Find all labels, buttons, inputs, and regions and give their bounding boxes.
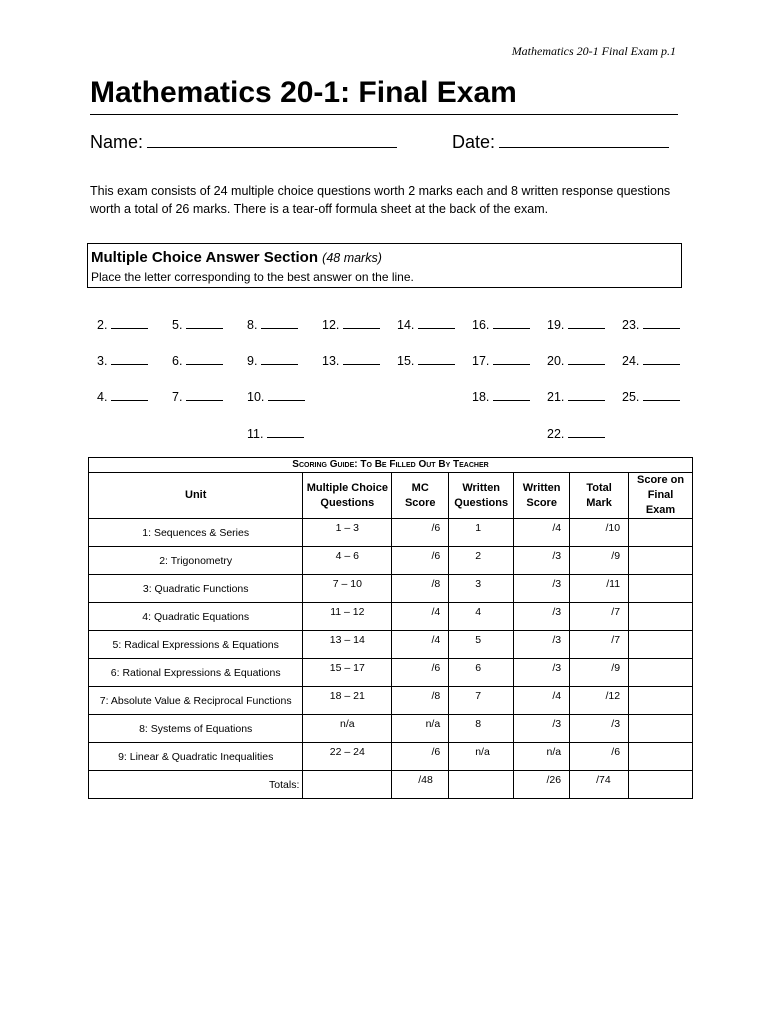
table-row xyxy=(89,547,693,575)
row-written-questions: n/a xyxy=(449,743,514,771)
answer-line[interactable] xyxy=(343,352,380,365)
answer-slot[interactable] xyxy=(622,316,680,332)
mc-section-box xyxy=(87,243,682,288)
row-unit: 4: Quadratic Equations xyxy=(89,603,303,631)
answer-slot[interactable] xyxy=(397,352,455,368)
answer-line[interactable] xyxy=(493,388,530,401)
name-field xyxy=(90,131,397,153)
row-total-mark: /11 xyxy=(570,575,629,603)
answer-number: 8. xyxy=(247,318,258,332)
mc-section-marks: (48 marks) xyxy=(322,251,382,265)
answer-number: 22. xyxy=(547,427,565,441)
answer-line[interactable] xyxy=(111,388,148,401)
row-final-score[interactable] xyxy=(629,547,693,575)
totals-final-score[interactable] xyxy=(629,771,693,799)
row-written-questions: 5 xyxy=(449,631,514,659)
row-written-score: /3 xyxy=(514,547,570,575)
answer-number: 21. xyxy=(547,390,565,404)
mc-section-title: Multiple Choice Answer Section xyxy=(91,249,318,266)
answer-number: 12. xyxy=(322,318,340,332)
answer-number: 6. xyxy=(172,354,183,368)
row-unit: 5: Radical Expressions & Equations xyxy=(89,631,303,659)
answer-slot[interactable] xyxy=(97,388,148,404)
row-mc-questions: 1 – 3 xyxy=(303,519,392,547)
row-written-questions: 4 xyxy=(449,603,514,631)
table-row xyxy=(89,603,693,631)
row-mc-questions: 13 – 14 xyxy=(303,631,392,659)
answer-number: 3. xyxy=(97,354,108,368)
row-written-score: n/a xyxy=(514,743,570,771)
answer-number: 10. xyxy=(247,390,265,404)
row-mc-score: /6 xyxy=(392,519,449,547)
answer-slot[interactable] xyxy=(622,352,680,368)
page-header: Mathematics 20-1 Final Exam p.1 xyxy=(511,44,676,58)
row-mc-score: /6 xyxy=(392,743,449,771)
table-header-row xyxy=(89,473,693,519)
answer-slot[interactable] xyxy=(247,388,305,404)
row-unit: 3: Quadratic Functions xyxy=(89,575,303,603)
answer-slot[interactable] xyxy=(472,352,530,368)
answer-line[interactable] xyxy=(418,352,455,365)
answer-line[interactable] xyxy=(186,352,223,365)
row-final-score[interactable] xyxy=(629,575,693,603)
name-label: Name: xyxy=(90,132,144,152)
row-written-score: /3 xyxy=(514,715,570,743)
header-written-score: Written Score xyxy=(514,473,570,519)
scoring-guide-table xyxy=(88,457,693,799)
row-mc-questions: 18 – 21 xyxy=(303,687,392,715)
row-mc-questions: 11 – 12 xyxy=(303,603,392,631)
answer-line[interactable] xyxy=(493,352,530,365)
row-final-score[interactable] xyxy=(629,519,693,547)
date-blank[interactable] xyxy=(499,131,669,148)
row-mc-questions: 4 – 6 xyxy=(303,547,392,575)
answer-number: 19. xyxy=(547,318,565,332)
row-written-score: /4 xyxy=(514,687,570,715)
answer-line[interactable] xyxy=(418,316,455,329)
table-row xyxy=(89,631,693,659)
row-written-questions: 3 xyxy=(449,575,514,603)
header-written-questions: Written Questions xyxy=(449,473,514,519)
answer-line[interactable] xyxy=(568,316,605,329)
row-final-score[interactable] xyxy=(629,743,693,771)
row-mc-questions: 7 – 10 xyxy=(303,575,392,603)
row-mc-score: n/a xyxy=(392,715,449,743)
answer-line[interactable] xyxy=(186,316,223,329)
answer-number: 9. xyxy=(247,354,258,368)
answer-line[interactable] xyxy=(261,352,298,365)
row-final-score[interactable] xyxy=(629,603,693,631)
answer-number: 16. xyxy=(472,318,490,332)
answer-slot[interactable] xyxy=(172,316,223,332)
table-row xyxy=(89,519,693,547)
answer-line[interactable] xyxy=(261,316,298,329)
totals-written-questions xyxy=(449,771,514,799)
exam-intro: This exam consists of 24 multiple choice questions worth 2 marks each and 8 written response questions worth a total of 26 marks. There is a tear-off formula sheet at the back of the exam. xyxy=(90,184,671,216)
row-final-score[interactable] xyxy=(629,687,693,715)
row-written-score: /3 xyxy=(514,659,570,687)
answer-slot[interactable] xyxy=(172,388,223,404)
totals-row xyxy=(89,771,693,799)
answer-number: 11. xyxy=(247,427,264,441)
row-unit: 7: Absolute Value & Reciprocal Functions xyxy=(89,687,303,715)
page-title: Mathematics 20-1: Final Exam xyxy=(90,74,678,115)
row-mc-score: /4 xyxy=(392,603,449,631)
answer-line[interactable] xyxy=(568,425,605,438)
header-total-mark: Total Mark xyxy=(570,473,629,519)
row-unit: 1: Sequences & Series xyxy=(89,519,303,547)
row-mc-score: /8 xyxy=(392,575,449,603)
row-mc-score: /8 xyxy=(392,687,449,715)
answer-slot[interactable] xyxy=(547,425,605,441)
answer-slot[interactable] xyxy=(247,352,298,368)
totals-mc-score: /48 xyxy=(392,771,449,799)
answer-number: 5. xyxy=(172,318,183,332)
row-total-mark: /9 xyxy=(570,659,629,687)
date-label: Date: xyxy=(452,132,496,152)
answer-number: 2. xyxy=(97,318,108,332)
table-row xyxy=(89,715,693,743)
answer-number: 7. xyxy=(172,390,183,404)
answer-line[interactable] xyxy=(643,352,680,365)
row-mc-score: /4 xyxy=(392,631,449,659)
row-written-questions: 8 xyxy=(449,715,514,743)
row-unit: 9: Linear & Quadratic Inequalities xyxy=(89,743,303,771)
table-row xyxy=(89,575,693,603)
scoring-caption: Scoring Guide: To Be Filled Out By Teacher xyxy=(89,458,693,473)
header-mc-questions: Multiple Choice Questions xyxy=(303,473,392,519)
answer-number: 14. xyxy=(397,318,415,332)
row-total-mark: /12 xyxy=(570,687,629,715)
answer-number: 18. xyxy=(472,390,490,404)
answer-line[interactable] xyxy=(268,388,305,401)
row-written-score: /3 xyxy=(514,575,570,603)
row-written-questions: 6 xyxy=(449,659,514,687)
answer-line[interactable] xyxy=(493,316,530,329)
answer-line[interactable] xyxy=(186,388,223,401)
answer-line[interactable] xyxy=(643,388,680,401)
answer-number: 17. xyxy=(472,354,490,368)
answer-line[interactable] xyxy=(568,388,605,401)
answer-slot[interactable] xyxy=(247,316,298,332)
scoring-caption-row xyxy=(89,458,693,473)
answer-number: 20. xyxy=(547,354,565,368)
answer-slot[interactable] xyxy=(322,316,380,332)
row-mc-questions: n/a xyxy=(303,715,392,743)
row-final-score[interactable] xyxy=(629,659,693,687)
totals-label: Totals: xyxy=(89,771,303,799)
header-final-score: Score on Final Exam xyxy=(629,473,693,519)
answer-slot[interactable] xyxy=(97,316,148,332)
row-written-questions: 2 xyxy=(449,547,514,575)
row-final-score[interactable] xyxy=(629,631,693,659)
row-total-mark: /3 xyxy=(570,715,629,743)
row-mc-questions: 22 – 24 xyxy=(303,743,392,771)
answer-slot[interactable] xyxy=(547,352,605,368)
answer-number: 4. xyxy=(97,390,108,404)
row-mc-score: /6 xyxy=(392,659,449,687)
answer-slot[interactable] xyxy=(547,388,605,404)
answer-line[interactable] xyxy=(111,352,148,365)
answer-slot[interactable] xyxy=(547,316,605,332)
answer-line[interactable] xyxy=(568,352,605,365)
answer-slot[interactable] xyxy=(322,352,380,368)
row-written-questions: 7 xyxy=(449,687,514,715)
answer-slot[interactable] xyxy=(622,388,680,404)
header-unit: Unit xyxy=(89,473,303,519)
answer-line[interactable] xyxy=(267,425,304,438)
answer-slot[interactable] xyxy=(247,425,304,441)
answer-slot[interactable] xyxy=(97,352,148,368)
row-total-mark: /10 xyxy=(570,519,629,547)
answer-slot[interactable] xyxy=(172,352,223,368)
row-final-score[interactable] xyxy=(629,715,693,743)
name-blank[interactable] xyxy=(147,131,397,148)
mc-section-instruction: Place the letter corresponding to the best answer on the line. xyxy=(91,270,414,284)
mc-section-heading xyxy=(91,247,678,269)
row-unit: 2: Trigonometry xyxy=(89,547,303,575)
answer-number: 25. xyxy=(622,390,640,404)
row-unit: 6: Rational Expressions & Equations xyxy=(89,659,303,687)
table-row xyxy=(89,743,693,771)
row-mc-questions: 15 – 17 xyxy=(303,659,392,687)
row-total-mark: /9 xyxy=(570,547,629,575)
row-total-mark: /7 xyxy=(570,603,629,631)
answer-number: 13. xyxy=(322,354,340,368)
date-field xyxy=(452,131,669,153)
answer-slot[interactable] xyxy=(472,316,530,332)
row-total-mark: /7 xyxy=(570,631,629,659)
totals-total-mark: /74 xyxy=(570,771,629,799)
row-written-score: /4 xyxy=(514,519,570,547)
answer-number: 24. xyxy=(622,354,640,368)
header-mc-score: MC Score xyxy=(392,473,449,519)
table-row xyxy=(89,659,693,687)
row-written-questions: 1 xyxy=(449,519,514,547)
answer-number: 15. xyxy=(397,354,415,368)
answer-slot[interactable] xyxy=(397,316,455,332)
answer-line[interactable] xyxy=(343,316,380,329)
answer-slot[interactable] xyxy=(472,388,530,404)
totals-written-score: /26 xyxy=(514,771,570,799)
row-written-score: /3 xyxy=(514,631,570,659)
answer-line[interactable] xyxy=(643,316,680,329)
answer-line[interactable] xyxy=(111,316,148,329)
totals-mc-questions xyxy=(303,771,392,799)
row-mc-score: /6 xyxy=(392,547,449,575)
row-written-score: /3 xyxy=(514,603,570,631)
row-unit: 8: Systems of Equations xyxy=(89,715,303,743)
answer-number: 23. xyxy=(622,318,640,332)
table-row xyxy=(89,687,693,715)
row-total-mark: /6 xyxy=(570,743,629,771)
